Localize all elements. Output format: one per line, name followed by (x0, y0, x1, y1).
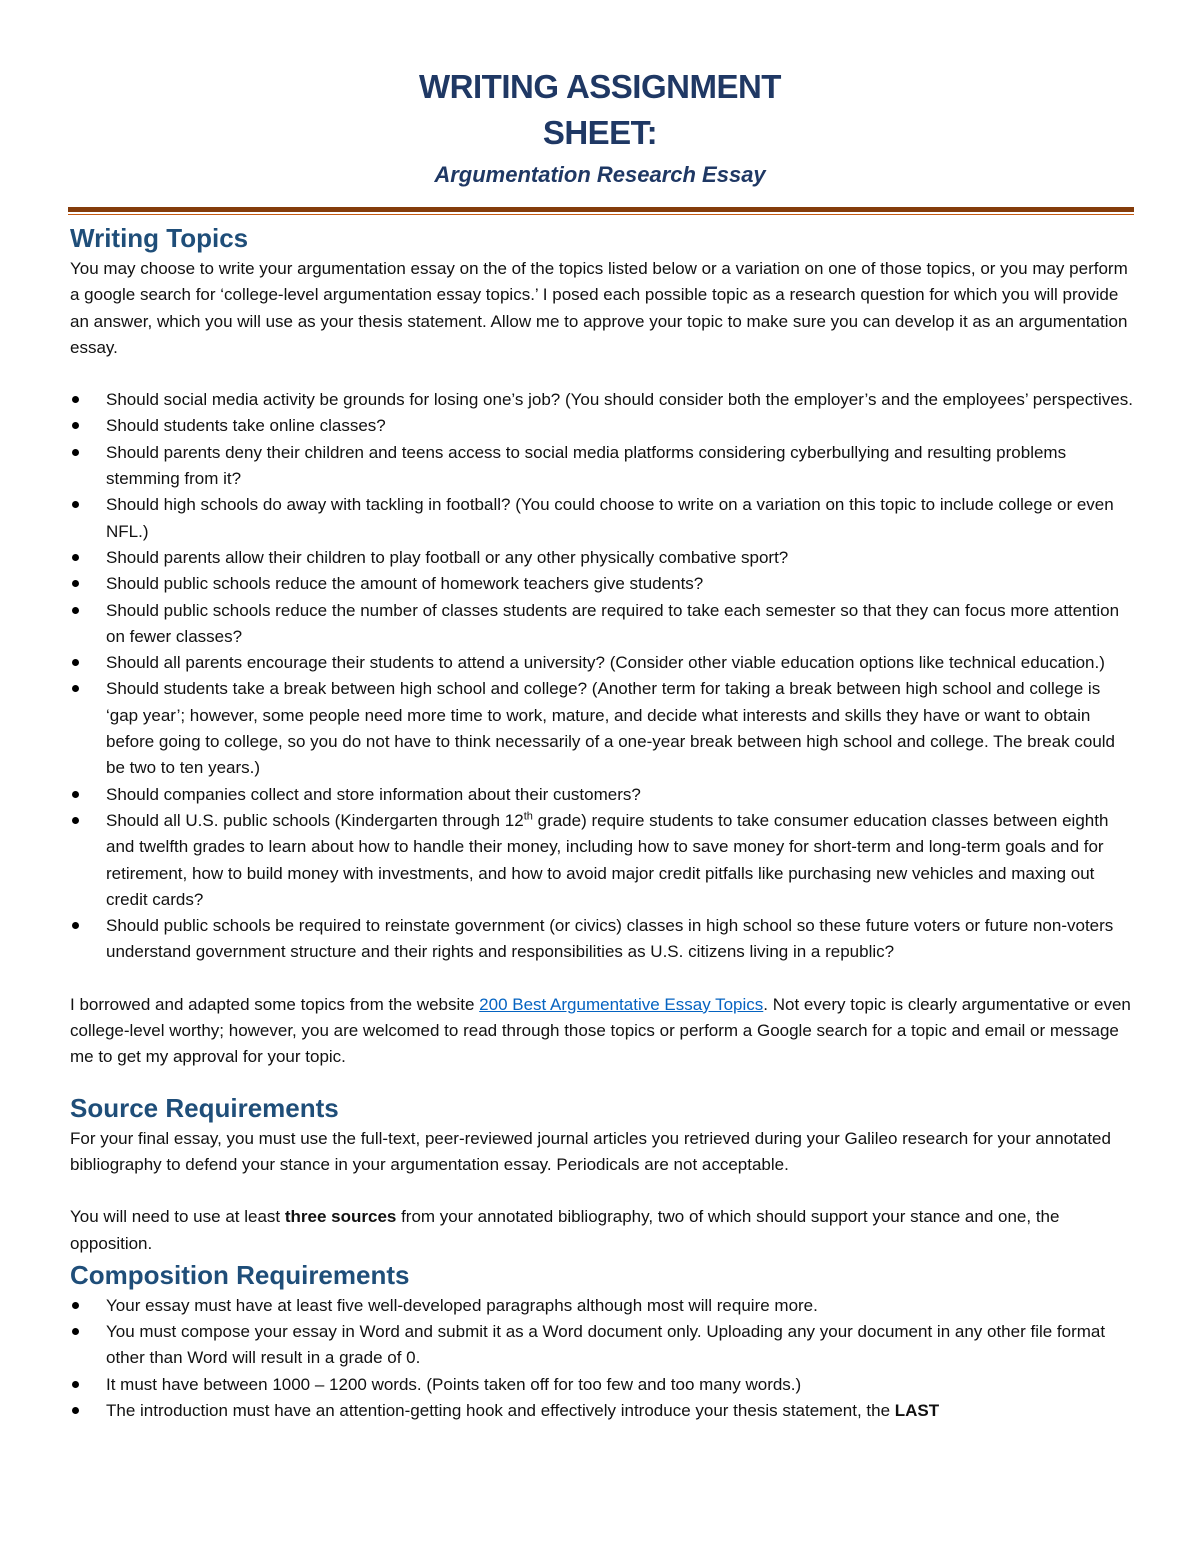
topics-list (70, 387, 1134, 966)
composition-requirements-heading: Composition Requirements (70, 1259, 410, 1290)
topic-item: Should public schools reduce the number of classes students are required to take each semester so that they can focus more attention on fewer classes? (70, 598, 1134, 651)
topic-item: Should high schools do away with tackling in football? (You could choose to write on a variation on this topic to include college or even NFL.) (70, 492, 1134, 545)
topic-item: Should parents allow their children to play football or any other physically combative sport? (70, 545, 1134, 571)
document-title-line2: SHEET: (542, 114, 658, 151)
header-divider-thin (68, 214, 1134, 215)
document-body (70, 220, 1134, 1424)
source-count-paragraph (70, 1204, 1134, 1257)
header-divider (68, 207, 1134, 212)
document-title-line1: WRITING ASSIGNMENT (419, 68, 781, 105)
document-subtitle: Argumentation Research Essay (434, 162, 766, 187)
topic-item: Should students take online classes? (70, 413, 1134, 439)
topic-item: Should students take a break between high school and college? (Another term for taking a break between high school and college is ‘gap year’; however, some people need more time to work, mature, and decide what interests and skills they have or want to obtain before going to college, so you do not have to think necessarily of a one-year break between high school and college. The break could be two to ten years.) (70, 676, 1134, 781)
source-count-emphasis: three sources (284, 1207, 397, 1227)
topic-item-consumer-education (70, 808, 1134, 913)
composition-item: It must have between 1000 – 1200 words. (Points taken off for too few and too many words.) (70, 1372, 1134, 1398)
topic-item: Should all parents encourage their students to attend a university? (Consider other viable education options like technical education.) (70, 650, 1134, 676)
composition-item-introduction (70, 1398, 1134, 1424)
composition-list (70, 1293, 1134, 1424)
topic-item: Should parents deny their children and teens access to social media platforms considering cyberbullying and resulting problems stemming from it? (70, 440, 1134, 493)
essay-topics-link[interactable]: 200 Best Argumentative Essay Topics (479, 994, 764, 1014)
ordinal-suffix: th (523, 810, 533, 823)
composition-text: The introduction must have an attention-getting hook and effectively introduce your thesis statement, the (106, 1400, 895, 1420)
source-requirements-heading: Source Requirements (70, 1092, 339, 1123)
writing-topics-heading: Writing Topics (70, 223, 249, 253)
topic-item: Should social media activity be grounds for losing one’s job? (You should consider both the employer’s and the employees’ perspectives. (70, 387, 1134, 413)
topic-text: Should all U.S. public schools (Kindergarten through 12 (106, 810, 524, 830)
topic-item: Should public schools reduce the amount of homework teachers give students? (70, 571, 1134, 597)
topic-item: Should companies collect and store information about their customers? (70, 782, 1134, 808)
topic-item: Should public schools be required to reinstate government (or civics) classes in high school so these future voters or future non-voters understand government structure and their rights and responsibilities as U.S. citizens living in a republic? (70, 913, 1134, 966)
borrowed-text: . Not every topic is clearly argumentative or even college-level worthy; however, you are welcomed to read through those topics or perform a Google search for a topic and email or message me to get my approval for your topic. (70, 994, 1131, 1067)
writing-topics-intro: You may choose to write your argumentation essay on the of the topics listed below or a variation on one of those topics, or you may perform a google search for ‘college-level argumentation essay topics.’ I posed each possible topic as a research question for which you will provide an answer, which you will use as your thesis statement. Allow me to approve your topic to make sure you can develop it as an argumentation essay. (70, 259, 1128, 357)
source-requirements-paragraph: For your final essay, you must use the full-text, peer-reviewed journal articles you retrieved during your Galileo research for your annotated bibliography to defend your stance in your argumentation essay. Periodicals are not acceptable. (70, 1128, 1111, 1174)
borrowed-topics-paragraph (70, 992, 1134, 1071)
composition-item: You must compose your essay in Word and submit it as a Word document only. Uploading any your document in any other file format other than Word will result in a grade of 0. (70, 1319, 1134, 1372)
topic-text: grade) require students to take consumer education classes between eighth and twelfth grades to learn about how to handle their money, including how to save money for short-term and long-term goals and for retirement, how to build money with investments, and how to avoid major credit pitfalls like purchasing new vehicles and maxing out credit cards? (106, 810, 1109, 909)
composition-item: Your essay must have at least five well-developed paragraphs although most will require more. (70, 1293, 1134, 1319)
borrowed-text: I borrowed and adapted some topics from the website (70, 994, 480, 1014)
composition-emphasis: LAST (894, 1400, 940, 1420)
source-text: You will need to use at least (70, 1207, 285, 1227)
source-text: from your annotated bibliography, two of which should support your stance and one, the opposition. (70, 1207, 1060, 1253)
